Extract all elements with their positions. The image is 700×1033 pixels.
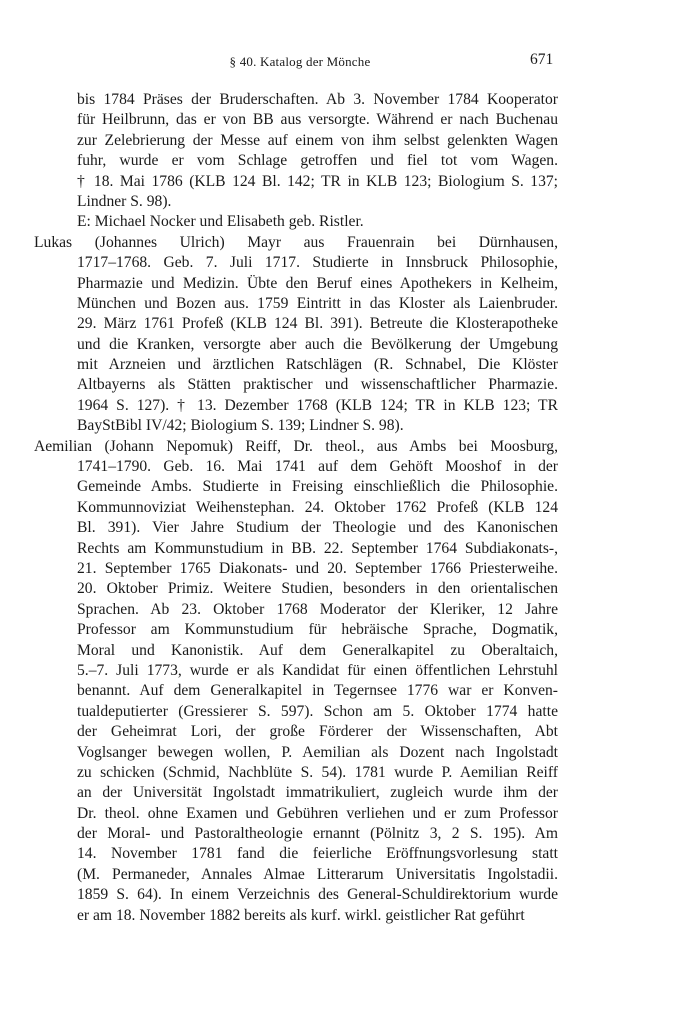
text-line: Rechts am Kommunstudium in BB. 22. September 1764 Subdiakonats-, xyxy=(77,539,558,557)
text-line: Lindner S. 98). xyxy=(77,192,172,210)
text-line: mit Arzneien und ärztlichen Ratschlägen (R. Schnabel, Die Klöster xyxy=(77,356,558,374)
text-line: tualdeputierter (Gressierer S. 597). Schon am 5. Oktober 1774 hatte xyxy=(77,702,558,720)
text-line: 29. März 1761 Profeß (KLB 124 Bl. 391). Betreute die Klosterapotheke xyxy=(77,315,558,333)
text-line: der Moral- und Pastoraltheologie ernannt (Pölnitz 3, 2 S. 195). Am xyxy=(77,825,558,843)
text-line: zu schicken (Schmid, Nachblüte S. 54). 1781 wurde P. Aemilian Reiff xyxy=(77,763,558,781)
running-head xyxy=(0,51,700,76)
text-line: 1741–1790. Geb. 16. Mai 1741 auf dem Gehöft Mooshof in der xyxy=(77,458,558,476)
text-line: 14. November 1781 fand die feierliche Eröffnungsvorlesung statt xyxy=(77,845,558,863)
text-line: Sprachen. Ab 23. Oktober 1768 Moderator der Kleriker, 12 Jahre xyxy=(77,600,558,618)
text-line: benannt. Auf dem Generalkapitel in Tegernsee 1776 war er Konven- xyxy=(77,682,558,700)
page-number: 671 xyxy=(530,51,554,68)
text-line: für Heilbrunn, das er von BB aus versorgte. Während er nach Buchenau xyxy=(77,111,558,129)
text-line: E: Michael Nocker und Elisabeth geb. Ristler. xyxy=(77,213,364,231)
body-text xyxy=(34,90,558,926)
text-line: Pharmazie und Medizin. Übte den Beruf eines Apothekers in Kelheim, xyxy=(77,274,558,292)
text-line: 1859 S. 64). In einem Verzeichnis des General-Schuldirektorium wurde xyxy=(77,886,558,904)
text-line: Moral und Kanonistik. Auf dem Generalkapitel zu Oberaltaich, xyxy=(77,641,558,659)
text-line: der Geheimrat Lori, der große Förderer der Wissenschaften, Abt xyxy=(77,723,558,741)
text-line: 1717–1768. Geb. 7. Juli 1717. Studierte in Innsbruck Philosophie, xyxy=(77,254,558,272)
entry-heading-line: Lukas (Johannes Ulrich) Mayr aus Frauenrain bei Dürnhausen, xyxy=(34,233,558,251)
text-line: 1964 S. 127). † 13. Dezember 1768 (KLB 124; TR in KLB 123; TR xyxy=(77,396,558,414)
text-line: München und Bozen aus. 1759 Eintritt in das Kloster als Laienbruder. xyxy=(77,294,558,312)
text-line: 21. September 1765 Diakonats- und 20. September 1766 Priesterweihe. xyxy=(77,559,558,577)
text-line: und die Kranken, versorgte aber auch die Bevölkerung der Umgebung xyxy=(77,335,558,353)
text-line: Altbayerns als Stätten praktischer und wissenschaftlicher Pharmazie. xyxy=(77,376,558,394)
text-line: 5.–7. Juli 1773, wurde er als Kandidat für einen öffentlichen Lehrstuhl xyxy=(77,661,558,679)
text-line: zur Zelebrierung der Messe auf einem von ihm selbst gelenkten Wagen xyxy=(77,131,558,149)
text-line: Dr. theol. ohne Examen und Gebühren verliehen und er zum Professor xyxy=(77,804,558,822)
text-line: er am 18. November 1882 bereits als kurf. wirkl. geistlicher Rat geführt xyxy=(77,906,525,924)
text-line: bis 1784 Präses der Bruderschaften. Ab 3. November 1784 Kooperator xyxy=(77,91,558,108)
text-line: Voglsanger bewegen wollen, P. Aemilian als Dozent nach Ingolstadt xyxy=(77,743,558,761)
text-line: fuhr, wurde er vom Schlage getroffen und fiel tot vom Wagen. xyxy=(77,152,558,170)
text-line: Gemeinde Ambs. Studierte in Freising einschließlich die Philosophie. xyxy=(77,478,558,496)
entry-heading-line: Aemilian (Johann Nepomuk) Reiff, Dr. theol., aus Ambs bei Moosburg, xyxy=(34,437,558,455)
text-line: 20. Oktober Primiz. Weitere Studien, besonders in den orientalischen xyxy=(77,580,558,598)
text-line: Professor am Kommunstudium für hebräische Sprache, Dogmatik, xyxy=(77,621,558,639)
text-line: BayStBibl IV/42; Biologium S. 139; Lindner S. 98). xyxy=(77,417,404,435)
text-line: Bl. 391). Vier Jahre Studium der Theologie und des Kanonischen xyxy=(77,519,558,537)
text-line: Kommunnoviziat Weihenstephan. 24. Oktober 1762 Profeß (KLB 124 xyxy=(77,498,558,516)
text-line: an der Universität Ingolstadt immatrikuliert, zugleich wurde ihm der xyxy=(77,784,558,802)
running-title: § 40. Katalog der Mönche xyxy=(229,54,371,69)
text-line: † 18. Mai 1786 (KLB 124 Bl. 142; TR in KLB 123; Biologium S. 137; xyxy=(77,172,558,190)
text-line: (M. Permaneder, Annales Almae Litterarum Universitatis Ingolstadii. xyxy=(77,865,558,883)
